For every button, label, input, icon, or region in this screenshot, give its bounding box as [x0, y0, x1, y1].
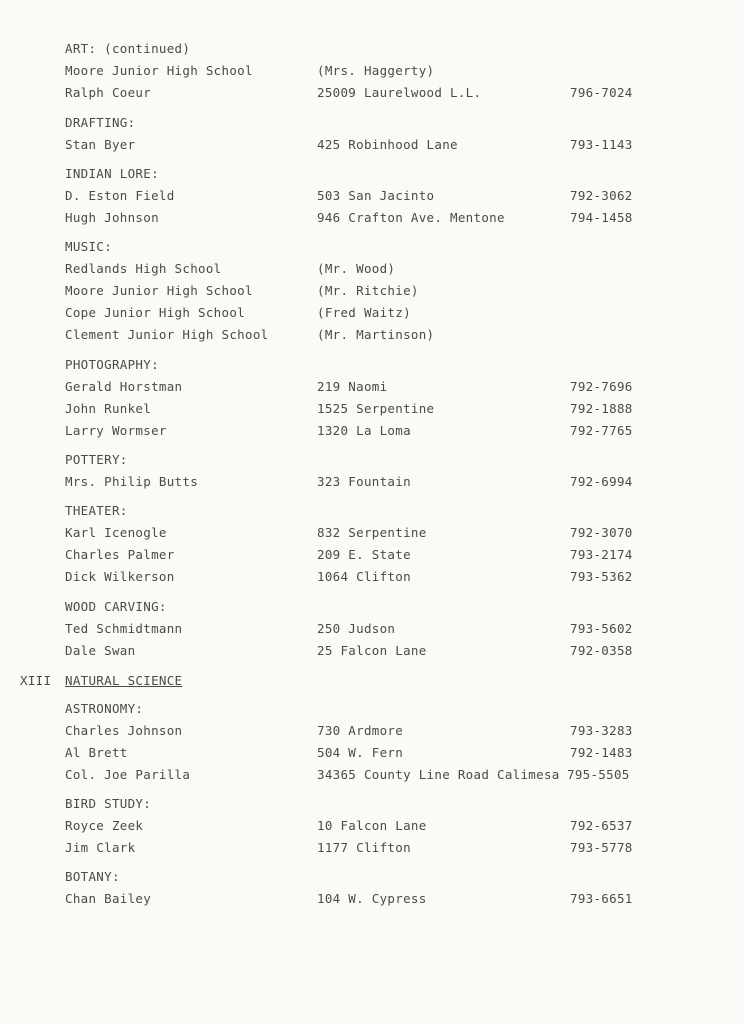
list-item: [0, 839, 744, 857]
entry-name: Clement Junior High School: [65, 327, 269, 342]
section-heading: [0, 868, 744, 886]
entry-name: Jim Clark: [65, 840, 136, 855]
section-heading: [0, 238, 744, 256]
entry-name: Al Brett: [65, 745, 128, 760]
entry-phone: 792-7765: [570, 423, 633, 438]
entry-address: 1177 Clifton: [317, 840, 411, 855]
entry-phone: 793-3283: [570, 723, 633, 738]
entry-name: Dick Wilkerson: [65, 569, 175, 584]
entry-phone: 793-1143: [570, 137, 633, 152]
entry-phone: 792-3070: [570, 525, 633, 540]
entry-name: Col. Joe Parilla: [65, 767, 191, 782]
entry-phone: 792-3062: [570, 188, 633, 203]
entry-phone: 792-1483: [570, 745, 633, 760]
entry-address: 104 W. Cypress: [317, 891, 427, 906]
entry-address: 730 Ardmore: [317, 723, 404, 738]
list-item: [0, 422, 744, 440]
heading-text: BOTANY:: [65, 869, 120, 884]
entry-address: (Mr. Wood): [317, 261, 396, 276]
entry-phone: 793-5362: [570, 569, 633, 584]
list-item: [0, 766, 744, 784]
entry-address: 219 Naomi: [317, 379, 388, 394]
entry-name: Charles Johnson: [65, 723, 183, 738]
entry-name: Mrs. Philip Butts: [65, 474, 199, 489]
list-item: [0, 326, 744, 344]
entry-address: 504 W. Fern: [317, 745, 404, 760]
section-heading: [0, 451, 744, 469]
entry-address: 946 Crafton Ave. Mentone: [317, 210, 505, 225]
heading-text: WOOD CARVING:: [65, 599, 167, 614]
heading-text: ASTRONOMY:: [65, 701, 144, 716]
heading-text: ART: (continued): [65, 41, 191, 56]
list-item: [0, 136, 744, 154]
entry-name: Stan Byer: [65, 137, 136, 152]
entry-phone: 793-5778: [570, 840, 633, 855]
heading-text: BIRD STUDY:: [65, 796, 152, 811]
entry-address: 209 E. State: [317, 547, 411, 562]
section-heading: [0, 795, 744, 813]
list-item: [0, 378, 744, 396]
list-item: [0, 620, 744, 638]
list-item: [0, 744, 744, 762]
entry-phone: 793-6651: [570, 891, 633, 906]
entry-name: Ted Schmidtmann: [65, 621, 183, 636]
list-item: [0, 524, 744, 542]
list-item: [0, 817, 744, 835]
list-item: [0, 84, 744, 102]
list-item: [0, 209, 744, 227]
entry-address: 1320 La Loma: [317, 423, 411, 438]
entry-name: Royce Zeek: [65, 818, 144, 833]
section-heading: [0, 165, 744, 183]
entry-phone: 792-6994: [570, 474, 633, 489]
entry-phone: 794-1458: [570, 210, 633, 225]
heading-text: THEATER:: [65, 503, 128, 518]
entry-name: Ralph Coeur: [65, 85, 152, 100]
entry-address: 832 Serpentine: [317, 525, 427, 540]
entry-address: 1525 Serpentine: [317, 401, 435, 416]
list-item: [0, 642, 744, 660]
section-heading: [0, 598, 744, 616]
entry-phone: 792-0358: [570, 643, 633, 658]
entry-address: 503 San Jacinto: [317, 188, 435, 203]
entry-name: Dale Swan: [65, 643, 136, 658]
section-heading: [0, 700, 744, 718]
section-title: NATURAL SCIENCE: [65, 673, 183, 688]
list-item: [0, 187, 744, 205]
entry-name: Gerald Horstman: [65, 379, 183, 394]
heading-text: PHOTOGRAPHY:: [65, 357, 159, 372]
entry-phone: 792-6537: [570, 818, 633, 833]
entry-phone: 795-5505: [567, 767, 630, 782]
entry-address: 250 Judson: [317, 621, 396, 636]
entry-name: D. Eston Field: [65, 188, 175, 203]
list-item: [0, 473, 744, 491]
entry-address: 25 Falcon Lane: [317, 643, 427, 658]
entry-address: (Mr. Martinson): [317, 327, 435, 342]
entry-name: Moore Junior High School: [65, 63, 253, 78]
list-item: [0, 722, 744, 740]
heading-text: POTTERY:: [65, 452, 128, 467]
entry-address: (Mrs. Haggerty): [317, 63, 435, 78]
entry-phone: 793-2174: [570, 547, 633, 562]
entry-name: Charles Palmer: [65, 547, 175, 562]
entry-name: John Runkel: [65, 401, 152, 416]
list-item: [0, 568, 744, 586]
list-item: [0, 546, 744, 564]
entry-name: Karl Icenogle: [65, 525, 167, 540]
entry-name: Chan Bailey: [65, 891, 152, 906]
entry-address: 425 Robinhood Lane: [317, 137, 458, 152]
major-section-heading: [0, 672, 744, 690]
entry-address: (Fred Waitz): [317, 305, 411, 320]
heading-text: MUSIC:: [65, 239, 112, 254]
list-item: [0, 282, 744, 300]
entry-address: 1064 Clifton: [317, 569, 411, 584]
list-item: [0, 400, 744, 418]
list-item: [0, 260, 744, 278]
entry-address: 25009 Laurelwood L.L.: [317, 85, 482, 100]
list-item: [0, 62, 744, 80]
heading-text: INDIAN LORE:: [65, 166, 159, 181]
entry-name: Hugh Johnson: [65, 210, 159, 225]
section-heading: [0, 40, 744, 58]
section-heading: [0, 502, 744, 520]
entry-name: Moore Junior High School: [65, 283, 253, 298]
section-heading: [0, 356, 744, 374]
entry-name: Larry Wormser: [65, 423, 167, 438]
heading-text: DRAFTING:: [65, 115, 136, 130]
entry-phone: 792-1888: [570, 401, 633, 416]
entry-name: Redlands High School: [65, 261, 222, 276]
list-item: [0, 304, 744, 322]
entry-name: Cope Junior High School: [65, 305, 245, 320]
list-item: [0, 890, 744, 908]
section-heading: [0, 114, 744, 132]
entry-address: (Mr. Ritchie): [317, 283, 419, 298]
entry-address: 323 Fountain: [317, 474, 411, 489]
entry-address: 34365 County Line Road Calimesa: [317, 767, 560, 782]
entry-phone: 792-7696: [570, 379, 633, 394]
section-numeral: XIII: [20, 673, 52, 688]
entry-phone: 793-5602: [570, 621, 633, 636]
entry-phone: 796-7024: [570, 85, 633, 100]
entry-address: 10 Falcon Lane: [317, 818, 427, 833]
